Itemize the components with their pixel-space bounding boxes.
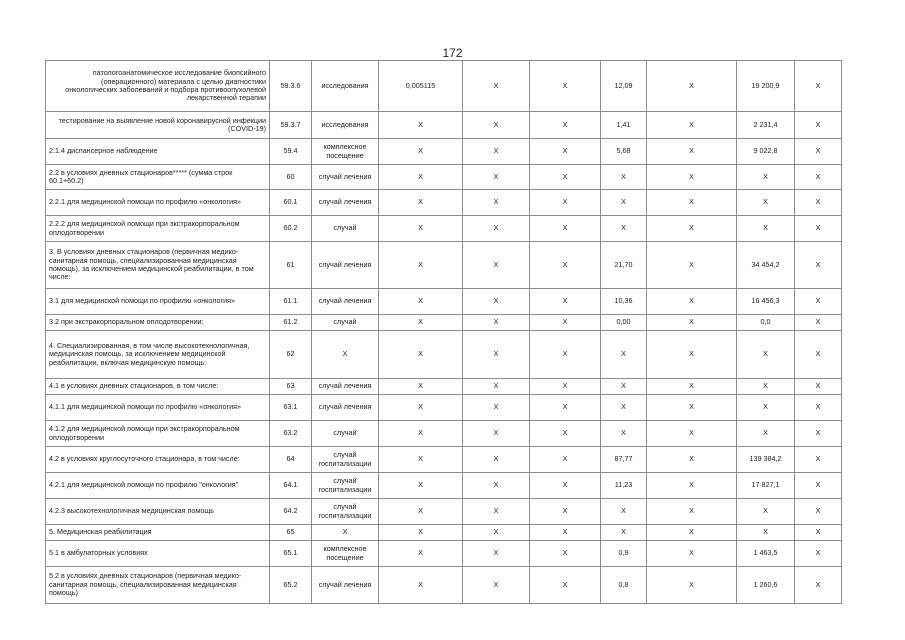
value-cell-c6: X xyxy=(530,139,601,165)
value-cell-c4: X xyxy=(379,190,463,216)
value-cell-c10: X xyxy=(795,289,842,315)
row-code: 59.3.6 xyxy=(270,61,312,112)
value-cell-c5: X xyxy=(463,112,530,139)
value-cell-c4: X xyxy=(379,242,463,289)
value-cell-c9: 19 200,9 xyxy=(737,61,795,112)
value-cell-c4: X xyxy=(379,331,463,379)
value-cell-c9: 0,0 xyxy=(737,315,795,331)
unit-cell: случай госпитализации xyxy=(312,499,379,525)
row-code: 60.2 xyxy=(270,216,312,242)
value-cell-c4: X xyxy=(379,473,463,499)
value-cell-c10: X xyxy=(795,567,842,604)
row-label: 2.2.1 для медицинской помощи по профилю «онкология» xyxy=(46,190,270,216)
value-cell-c4: X xyxy=(379,541,463,567)
value-cell-c5: X xyxy=(463,525,530,541)
value-cell-c4: X xyxy=(379,379,463,395)
value-cell-c10: X xyxy=(795,315,842,331)
value-cell-c8: X xyxy=(647,190,737,216)
value-cell-c9: 139 384,2 xyxy=(737,447,795,473)
value-cell-c8: X xyxy=(647,216,737,242)
row-code: 60 xyxy=(270,165,312,190)
value-cell-c6: X xyxy=(530,165,601,190)
value-cell-c8: X xyxy=(647,315,737,331)
value-cell-c7: X xyxy=(601,499,647,525)
value-cell-c6: X xyxy=(530,473,601,499)
unit-cell: случай xyxy=(312,315,379,331)
value-cell-c8: X xyxy=(647,447,737,473)
row-label: 2.2.2 для медицинской помощи при экстракорпоральном оплодотворении xyxy=(46,216,270,242)
unit-cell: комплексное посещение xyxy=(312,139,379,165)
table-row xyxy=(46,331,842,379)
value-cell-c9: X xyxy=(737,165,795,190)
value-cell-c9: 1 260,6 xyxy=(737,567,795,604)
row-label: 2.1.4 диспансерное наблюдение xyxy=(46,139,270,165)
row-label: 4. Специализированная, в том числе высокотехнологичная, медицинская помощь, за исключением медицинской реабилитации, включая медицинскую помощь: xyxy=(46,331,270,379)
row-code: 61.2 xyxy=(270,315,312,331)
value-cell-c10: X xyxy=(795,165,842,190)
value-cell-c7: 0,00 xyxy=(601,315,647,331)
value-cell-c5: X xyxy=(463,541,530,567)
value-cell-c8: X xyxy=(647,165,737,190)
row-code: 59.4 xyxy=(270,139,312,165)
unit-cell: случай xyxy=(312,421,379,447)
row-code: 65 xyxy=(270,525,312,541)
row-label: 5.1 в амбулаторных условиях xyxy=(46,541,270,567)
value-cell-c6: X xyxy=(530,379,601,395)
value-cell-c7: 12,09 xyxy=(601,61,647,112)
value-cell-c5: X xyxy=(463,139,530,165)
value-cell-c5: X xyxy=(463,395,530,421)
unit-cell: X xyxy=(312,331,379,379)
table-row xyxy=(46,379,842,395)
value-cell-c4: X xyxy=(379,567,463,604)
page-number: 172 xyxy=(442,46,463,60)
value-cell-c9: 16 456,3 xyxy=(737,289,795,315)
value-cell-c6: X xyxy=(530,499,601,525)
unit-cell: комплексное посещение xyxy=(312,541,379,567)
value-cell-c10: X xyxy=(795,61,842,112)
unit-cell: случай лечения xyxy=(312,190,379,216)
table-row xyxy=(46,139,842,165)
unit-cell: случай лечения xyxy=(312,165,379,190)
value-cell-c8: X xyxy=(647,525,737,541)
value-cell-c10: X xyxy=(795,190,842,216)
row-code: 64 xyxy=(270,447,312,473)
value-cell-c6: X xyxy=(530,315,601,331)
row-label: 4.2 в условиях круглосуточного стационара, в том числе: xyxy=(46,447,270,473)
value-cell-c6: X xyxy=(530,216,601,242)
value-cell-c5: X xyxy=(463,165,530,190)
value-cell-c10: X xyxy=(795,331,842,379)
value-cell-c9: X xyxy=(737,525,795,541)
value-cell-c7: X xyxy=(601,331,647,379)
value-cell-c10: X xyxy=(795,379,842,395)
value-cell-c10: X xyxy=(795,395,842,421)
value-cell-c6: X xyxy=(530,190,601,216)
table-row xyxy=(46,525,842,541)
value-cell-c7: X xyxy=(601,379,647,395)
table-row xyxy=(46,447,842,473)
value-cell-c5: X xyxy=(463,567,530,604)
table-row xyxy=(46,421,842,447)
table-row xyxy=(46,395,842,421)
value-cell-c9: X xyxy=(737,395,795,421)
value-cell-c9: 2 231,4 xyxy=(737,112,795,139)
value-cell-c8: X xyxy=(647,61,737,112)
value-cell-c4: X xyxy=(379,421,463,447)
unit-cell: случай лечения xyxy=(312,379,379,395)
row-label: 5. Медицинская реабилитация xyxy=(46,525,270,541)
value-cell-c7: X xyxy=(601,395,647,421)
value-cell-c7: X xyxy=(601,190,647,216)
value-cell-c7: 10,36 xyxy=(601,289,647,315)
value-cell-c4: X xyxy=(379,165,463,190)
value-cell-c5: X xyxy=(463,216,530,242)
row-code: 65.2 xyxy=(270,567,312,604)
value-cell-c4: X xyxy=(379,112,463,139)
value-cell-c7: X xyxy=(601,421,647,447)
value-cell-c6: X xyxy=(530,395,601,421)
row-label: 4.1.1 для медицинской помощи по профилю «онкология» xyxy=(46,395,270,421)
value-cell-c10: X xyxy=(795,541,842,567)
value-cell-c10: X xyxy=(795,112,842,139)
value-cell-c4: 0,005115 xyxy=(379,61,463,112)
value-cell-c9: X xyxy=(737,499,795,525)
unit-cell: случай лечения xyxy=(312,395,379,421)
value-cell-c10: X xyxy=(795,421,842,447)
value-cell-c10: X xyxy=(795,473,842,499)
row-label: 4.2.3 высокотехнологичная медицинская помощь xyxy=(46,499,270,525)
unit-cell: случай xyxy=(312,216,379,242)
value-cell-c5: X xyxy=(463,315,530,331)
value-cell-c10: X xyxy=(795,447,842,473)
value-cell-c9: X xyxy=(737,190,795,216)
row-label: 2.2 в условиях дневных стационаров***** (сумма строк 60.1+60.2) xyxy=(46,165,270,190)
value-cell-c5: X xyxy=(463,447,530,473)
value-cell-c5: X xyxy=(463,331,530,379)
value-cell-c4: X xyxy=(379,315,463,331)
table-row xyxy=(46,499,842,525)
value-cell-c5: X xyxy=(463,289,530,315)
value-cell-c7: 87,77 xyxy=(601,447,647,473)
value-cell-c6: X xyxy=(530,112,601,139)
value-cell-c6: X xyxy=(530,541,601,567)
value-cell-c5: X xyxy=(463,473,530,499)
value-cell-c4: X xyxy=(379,447,463,473)
table-row xyxy=(46,190,842,216)
row-code: 65.1 xyxy=(270,541,312,567)
unit-cell: случай лечения xyxy=(312,289,379,315)
table-row xyxy=(46,242,842,289)
table-row xyxy=(46,567,842,604)
value-cell-c4: X xyxy=(379,525,463,541)
value-cell-c5: X xyxy=(463,61,530,112)
unit-cell: случай госпитализации xyxy=(312,473,379,499)
value-cell-c10: X xyxy=(795,216,842,242)
value-cell-c4: X xyxy=(379,499,463,525)
value-cell-c6: X xyxy=(530,567,601,604)
value-cell-c8: X xyxy=(647,395,737,421)
value-cell-c8: X xyxy=(647,541,737,567)
row-code: 62 xyxy=(270,331,312,379)
unit-cell: X xyxy=(312,525,379,541)
value-cell-c7: 0,9 xyxy=(601,541,647,567)
row-label: тестирование на выявление новой коронавирусной инфекции (COVID-19) xyxy=(46,112,270,139)
row-code: 61 xyxy=(270,242,312,289)
table-row xyxy=(46,112,842,139)
value-cell-c10: X xyxy=(795,525,842,541)
value-cell-c8: X xyxy=(647,289,737,315)
value-cell-c6: X xyxy=(530,289,601,315)
row-label: патологоанатомическое исследование биопсийного (операционного) материала с целью диагностики онкологических заболеваний и подбора противоопухолевой лекарственной терапии xyxy=(46,61,270,112)
value-cell-c10: X xyxy=(795,139,842,165)
row-code: 63 xyxy=(270,379,312,395)
value-cell-c9: 1 463,5 xyxy=(737,541,795,567)
table-row xyxy=(46,315,842,331)
table-row xyxy=(46,473,842,499)
value-cell-c10: X xyxy=(795,499,842,525)
row-label: 4.1.2 для медицинской помощи при экстракорпоральном оплодотворении xyxy=(46,421,270,447)
value-cell-c9: X xyxy=(737,379,795,395)
value-cell-c7: X xyxy=(601,216,647,242)
unit-cell: случай лечения xyxy=(312,567,379,604)
unit-cell: случай госпитализации xyxy=(312,447,379,473)
value-cell-c8: X xyxy=(647,139,737,165)
row-code: 63.2 xyxy=(270,421,312,447)
value-cell-c9: 17 827,1 xyxy=(737,473,795,499)
value-cell-c8: X xyxy=(647,242,737,289)
value-cell-c7: 1,41 xyxy=(601,112,647,139)
value-cell-c8: X xyxy=(647,112,737,139)
unit-cell: исследования xyxy=(312,112,379,139)
value-cell-c7: X xyxy=(601,525,647,541)
value-cell-c6: X xyxy=(530,331,601,379)
row-label: 3.2 при экстракорпоральном оплодотворении: xyxy=(46,315,270,331)
value-cell-c4: X xyxy=(379,395,463,421)
row-code: 64.1 xyxy=(270,473,312,499)
table-row xyxy=(46,61,842,112)
value-cell-c9: X xyxy=(737,331,795,379)
value-cell-c8: X xyxy=(647,331,737,379)
value-cell-c8: X xyxy=(647,379,737,395)
value-cell-c8: X xyxy=(647,567,737,604)
value-cell-c6: X xyxy=(530,242,601,289)
value-cell-c9: 9 022,8 xyxy=(737,139,795,165)
row-code: 63.1 xyxy=(270,395,312,421)
value-cell-c8: X xyxy=(647,473,737,499)
row-label: 3.1 для медицинской помощи по профилю «онкология» xyxy=(46,289,270,315)
value-cell-c5: X xyxy=(463,190,530,216)
table-row xyxy=(46,289,842,315)
value-cell-c10: X xyxy=(795,242,842,289)
value-cell-c5: X xyxy=(463,499,530,525)
row-code: 59.3.7 xyxy=(270,112,312,139)
value-cell-c6: X xyxy=(530,525,601,541)
value-cell-c7: 11,23 xyxy=(601,473,647,499)
unit-cell: случай лечения xyxy=(312,242,379,289)
value-cell-c9: 34 454,2 xyxy=(737,242,795,289)
row-code: 60.1 xyxy=(270,190,312,216)
row-label: 4.2.1 для медицинской помощи по профилю "онкология" xyxy=(46,473,270,499)
value-cell-c4: X xyxy=(379,289,463,315)
unit-cell: исследования xyxy=(312,61,379,112)
value-cell-c9: X xyxy=(737,421,795,447)
value-cell-c8: X xyxy=(647,421,737,447)
value-cell-c6: X xyxy=(530,421,601,447)
row-label: 5.2 в условиях дневных стационаров (первичная медико-санитарная помощь, специализированная медицинская помощь) xyxy=(46,567,270,604)
row-label: 3. В условиях дневных стационаров (первичная медико-санитарная помощь, специализированная медицинская помощь), за исключением медицинской реабилитации, в том числе: xyxy=(46,242,270,289)
value-cell-c5: X xyxy=(463,242,530,289)
value-cell-c9: X xyxy=(737,216,795,242)
value-cell-c7: X xyxy=(601,165,647,190)
table-row xyxy=(46,165,842,190)
value-cell-c6: X xyxy=(530,447,601,473)
value-cell-c5: X xyxy=(463,379,530,395)
row-code: 64.2 xyxy=(270,499,312,525)
data-table xyxy=(45,60,842,604)
row-code: 61.1 xyxy=(270,289,312,315)
value-cell-c4: X xyxy=(379,139,463,165)
table-row xyxy=(46,216,842,242)
value-cell-c8: X xyxy=(647,499,737,525)
value-cell-c5: X xyxy=(463,421,530,447)
value-cell-c6: X xyxy=(530,61,601,112)
value-cell-c7: 5,68 xyxy=(601,139,647,165)
row-label: 4.1 в условиях дневных стационаров, в том числе: xyxy=(46,379,270,395)
value-cell-c7: 0,8 xyxy=(601,567,647,604)
value-cell-c4: X xyxy=(379,216,463,242)
table-row xyxy=(46,541,842,567)
value-cell-c7: 21,70 xyxy=(601,242,647,289)
